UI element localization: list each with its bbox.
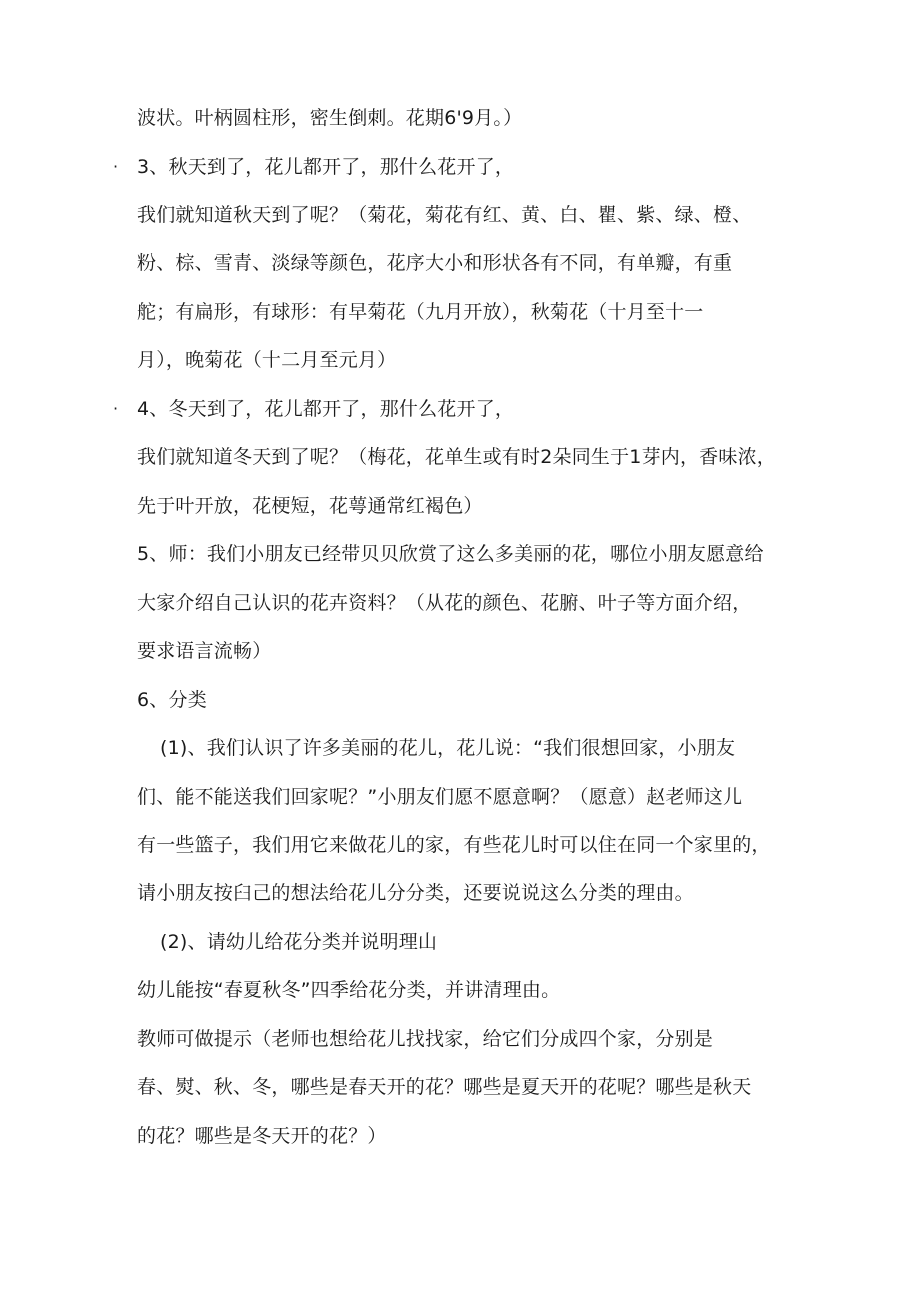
item-3-heading: 3、秋天到了，花儿都开了，那什么花开了， — [137, 156, 515, 178]
bullet-dot-icon: · — [113, 399, 119, 418]
text-line-21: 春、熨、秋、冬，哪些是春天开的花？哪些是夏天开的花呢？哪些是秋天 — [137, 1076, 752, 1098]
text-line-3: 我们就知道秋天到了呢？（菊花，菊花有红、黄、白、瞿、紫、绿、橙、 — [137, 204, 752, 226]
text-line-15: 们、能不能送我们回家呢？”小朋友们愿不愿意啊？（愿意）赵老师这儿 — [137, 786, 743, 808]
text-line-19: 幼儿能按“春夏秋冬”四季给花分类，并讲清理由。 — [137, 979, 561, 1001]
bullet-dot-icon: · — [113, 157, 119, 176]
text-line-5: 舵；有扁形，有球形：有早菊花（九月开放），秋菊花（十月至十一 — [137, 301, 704, 323]
item-6-heading: 6、分类 — [137, 689, 207, 711]
text-line-12: 要求语言流畅） — [137, 640, 272, 662]
item-4-heading: 4、冬天到了，花儿都开了，那什么花开了， — [137, 398, 515, 420]
text-line-17: 请小朋友按臼己的想法给花儿分分类，还要说说这么分类的理由。 — [137, 882, 694, 904]
text-line-6: 月），晚菊花（十二月至元月） — [137, 349, 397, 371]
text-line-11: 大家介绍自己认识的花卉资料？（从花的颜色、花腑、叶子等方面介绍， — [137, 592, 752, 614]
text-line-8: 我们就知道冬天到了呢？（梅花，花单生或有时2朵同生于1芽内，香味浓， — [137, 446, 776, 468]
sub-item-1: (1)、我们认识了许多美丽的花儿，花儿说：“我们很想回家，小朋友 — [160, 737, 736, 759]
text-line-1: 波状。叶柄圆柱形，密生倒刺。花期6'9月。） — [137, 107, 523, 129]
item-5-heading: 5、师：我们小朋友已经带贝贝欣赏了这么多美丽的花，哪位小朋友愿意给 — [137, 543, 764, 565]
text-line-20: 教师可做提示（老师也想给花儿找找家，给它们分成四个家，分别是 — [137, 1028, 714, 1050]
text-line-22: 的花？哪些是冬天开的花？） — [137, 1125, 387, 1147]
sub-item-2: (2)、请幼儿给花分类并说明理山 — [160, 931, 438, 953]
text-line-16: 有一些篮子，我们用它来做花儿的家，有些花儿时可以住在同一个家里的， — [137, 834, 771, 856]
text-line-9: 先于叶开放，花梗短，花萼通常红褐色） — [137, 495, 483, 517]
text-line-4: 粉、棕、雪青、淡绿等颜色，花序大小和形状各有不同，有单瓣，有重 — [137, 252, 733, 274]
